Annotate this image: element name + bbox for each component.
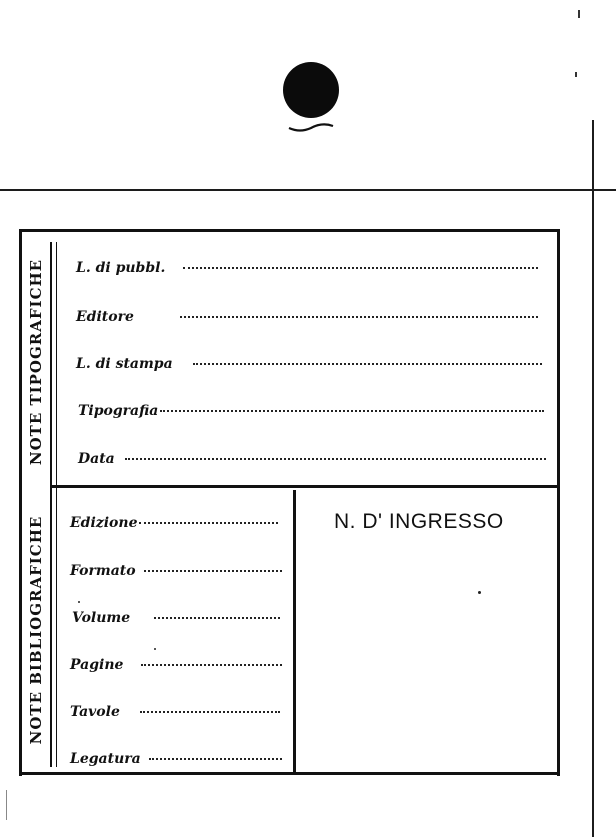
column-divider	[293, 490, 296, 774]
section-heading-tipografiche: NOTE TIPOGRAFICHE	[27, 258, 45, 466]
field-label: Tavole	[70, 704, 120, 720]
field-label: Tipografia	[78, 403, 159, 419]
field-luogo-pubblicazione[interactable]	[76, 260, 538, 276]
field-label: Data	[78, 451, 115, 467]
heading-column-rule	[56, 242, 57, 767]
edge-mark	[575, 72, 577, 77]
speck	[154, 648, 156, 650]
field-label: Formato	[70, 563, 136, 579]
numero-ingresso-label: N. D' INGRESSO	[334, 510, 504, 533]
dotted-line	[193, 363, 542, 365]
speck	[478, 591, 481, 594]
field-volume[interactable]	[72, 610, 280, 626]
field-pagine[interactable]	[70, 657, 282, 673]
dotted-line	[160, 410, 544, 412]
field-label: Pagine	[70, 657, 124, 673]
field-data[interactable]	[78, 451, 546, 467]
field-label: Edizione	[70, 515, 138, 531]
field-tavole[interactable]	[70, 704, 280, 720]
dotted-line	[140, 711, 280, 713]
ink-mark	[286, 118, 336, 134]
field-legatura[interactable]	[70, 751, 282, 767]
card-border-left	[19, 231, 22, 776]
dotted-line	[125, 458, 546, 460]
dotted-line	[144, 570, 282, 572]
section-heading-bibliografiche: NOTE BIBLIOGRAFICHE	[27, 515, 45, 745]
section-divider	[50, 485, 560, 488]
card-border-top	[19, 229, 560, 232]
dotted-line	[149, 758, 282, 760]
field-label: L. di stampa	[76, 356, 173, 372]
field-tipografia[interactable]	[78, 403, 544, 419]
field-label: Legatura	[70, 751, 141, 767]
field-formato[interactable]	[70, 563, 282, 579]
speck	[78, 601, 80, 603]
heading-column-rule	[50, 242, 52, 767]
edge-mark	[6, 790, 7, 820]
card-border-right	[557, 229, 560, 776]
edge-mark	[578, 10, 580, 18]
dotted-line	[139, 522, 278, 524]
fold-line	[0, 189, 616, 191]
dotted-line	[180, 316, 538, 318]
punch-hole	[283, 62, 339, 118]
field-edizione[interactable]	[70, 515, 278, 531]
card-border-bottom	[19, 772, 560, 775]
field-luogo-stampa[interactable]	[76, 356, 542, 372]
field-label: L. di pubbl.	[76, 260, 166, 276]
dotted-line	[141, 664, 282, 666]
dotted-line	[183, 267, 538, 269]
field-label: Volume	[72, 610, 131, 626]
dotted-line	[154, 617, 280, 619]
right-edge-line	[592, 120, 594, 837]
field-editore[interactable]	[76, 309, 538, 325]
field-label: Editore	[76, 309, 134, 325]
